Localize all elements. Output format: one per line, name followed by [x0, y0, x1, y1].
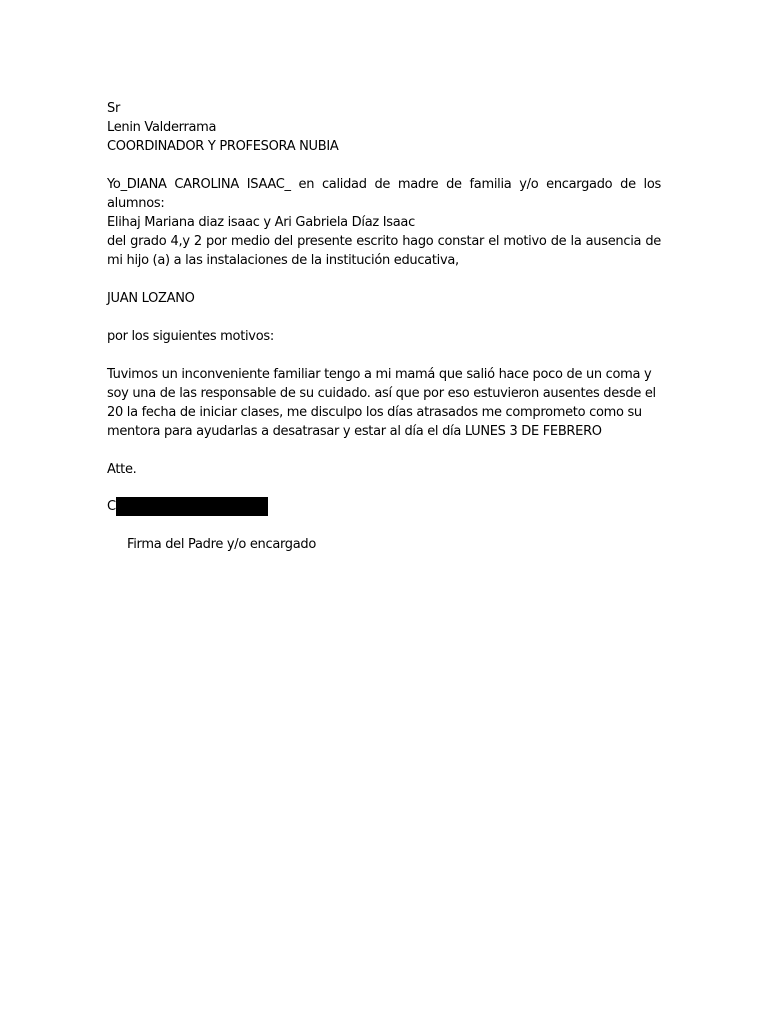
reason-line-2: soy una de las responsable de su cuidado. así que por eso estuvieron ausentes desde el — [107, 386, 656, 401]
reason-line-1: Tuvimos un inconveniente familiar tengo a mi mamá que salió hace poco de un coma y — [107, 367, 652, 382]
redaction-box — [116, 497, 268, 516]
intro-line-1: Yo_DIANA CAROLINA ISAAC_ en calidad de madre de familia y/o encargado de los — [107, 177, 661, 192]
recipient-role: COORDINADOR Y PROFESORA NUBIA — [107, 139, 339, 154]
intro-line-5: mi hijo (a) a las instalaciones de la institución educativa, — [107, 253, 459, 268]
signature-label: Firma del Padre y/o encargado — [127, 537, 317, 552]
intro-line-2: alumnos: — [107, 196, 165, 211]
reason-line-3: 20 la fecha de iniciar clases, me disculpo los días atrasados me comprometo como su — [107, 405, 642, 420]
reason-line-4: mentora para ayudarlas a desatrasar y estar al día el día LUNES 3 DE FEBRERO — [107, 424, 602, 439]
motives-label: por los siguientes motivos: — [107, 329, 274, 344]
recipient-salutation: Sr — [107, 101, 120, 116]
recipient-name: Lenin Valderrama — [107, 120, 217, 135]
student-name-line: JUAN LOZANO — [107, 291, 195, 306]
signature-prefix: C — [107, 499, 116, 514]
closing: Atte. — [107, 462, 137, 477]
intro-line-4: del grado 4,y 2 por medio del presente escrito hago constar el motivo de la ausencia de — [107, 234, 661, 249]
intro-line-3: Elihaj Mariana diaz isaac y Ari Gabriela Díaz Isaac — [107, 215, 415, 230]
